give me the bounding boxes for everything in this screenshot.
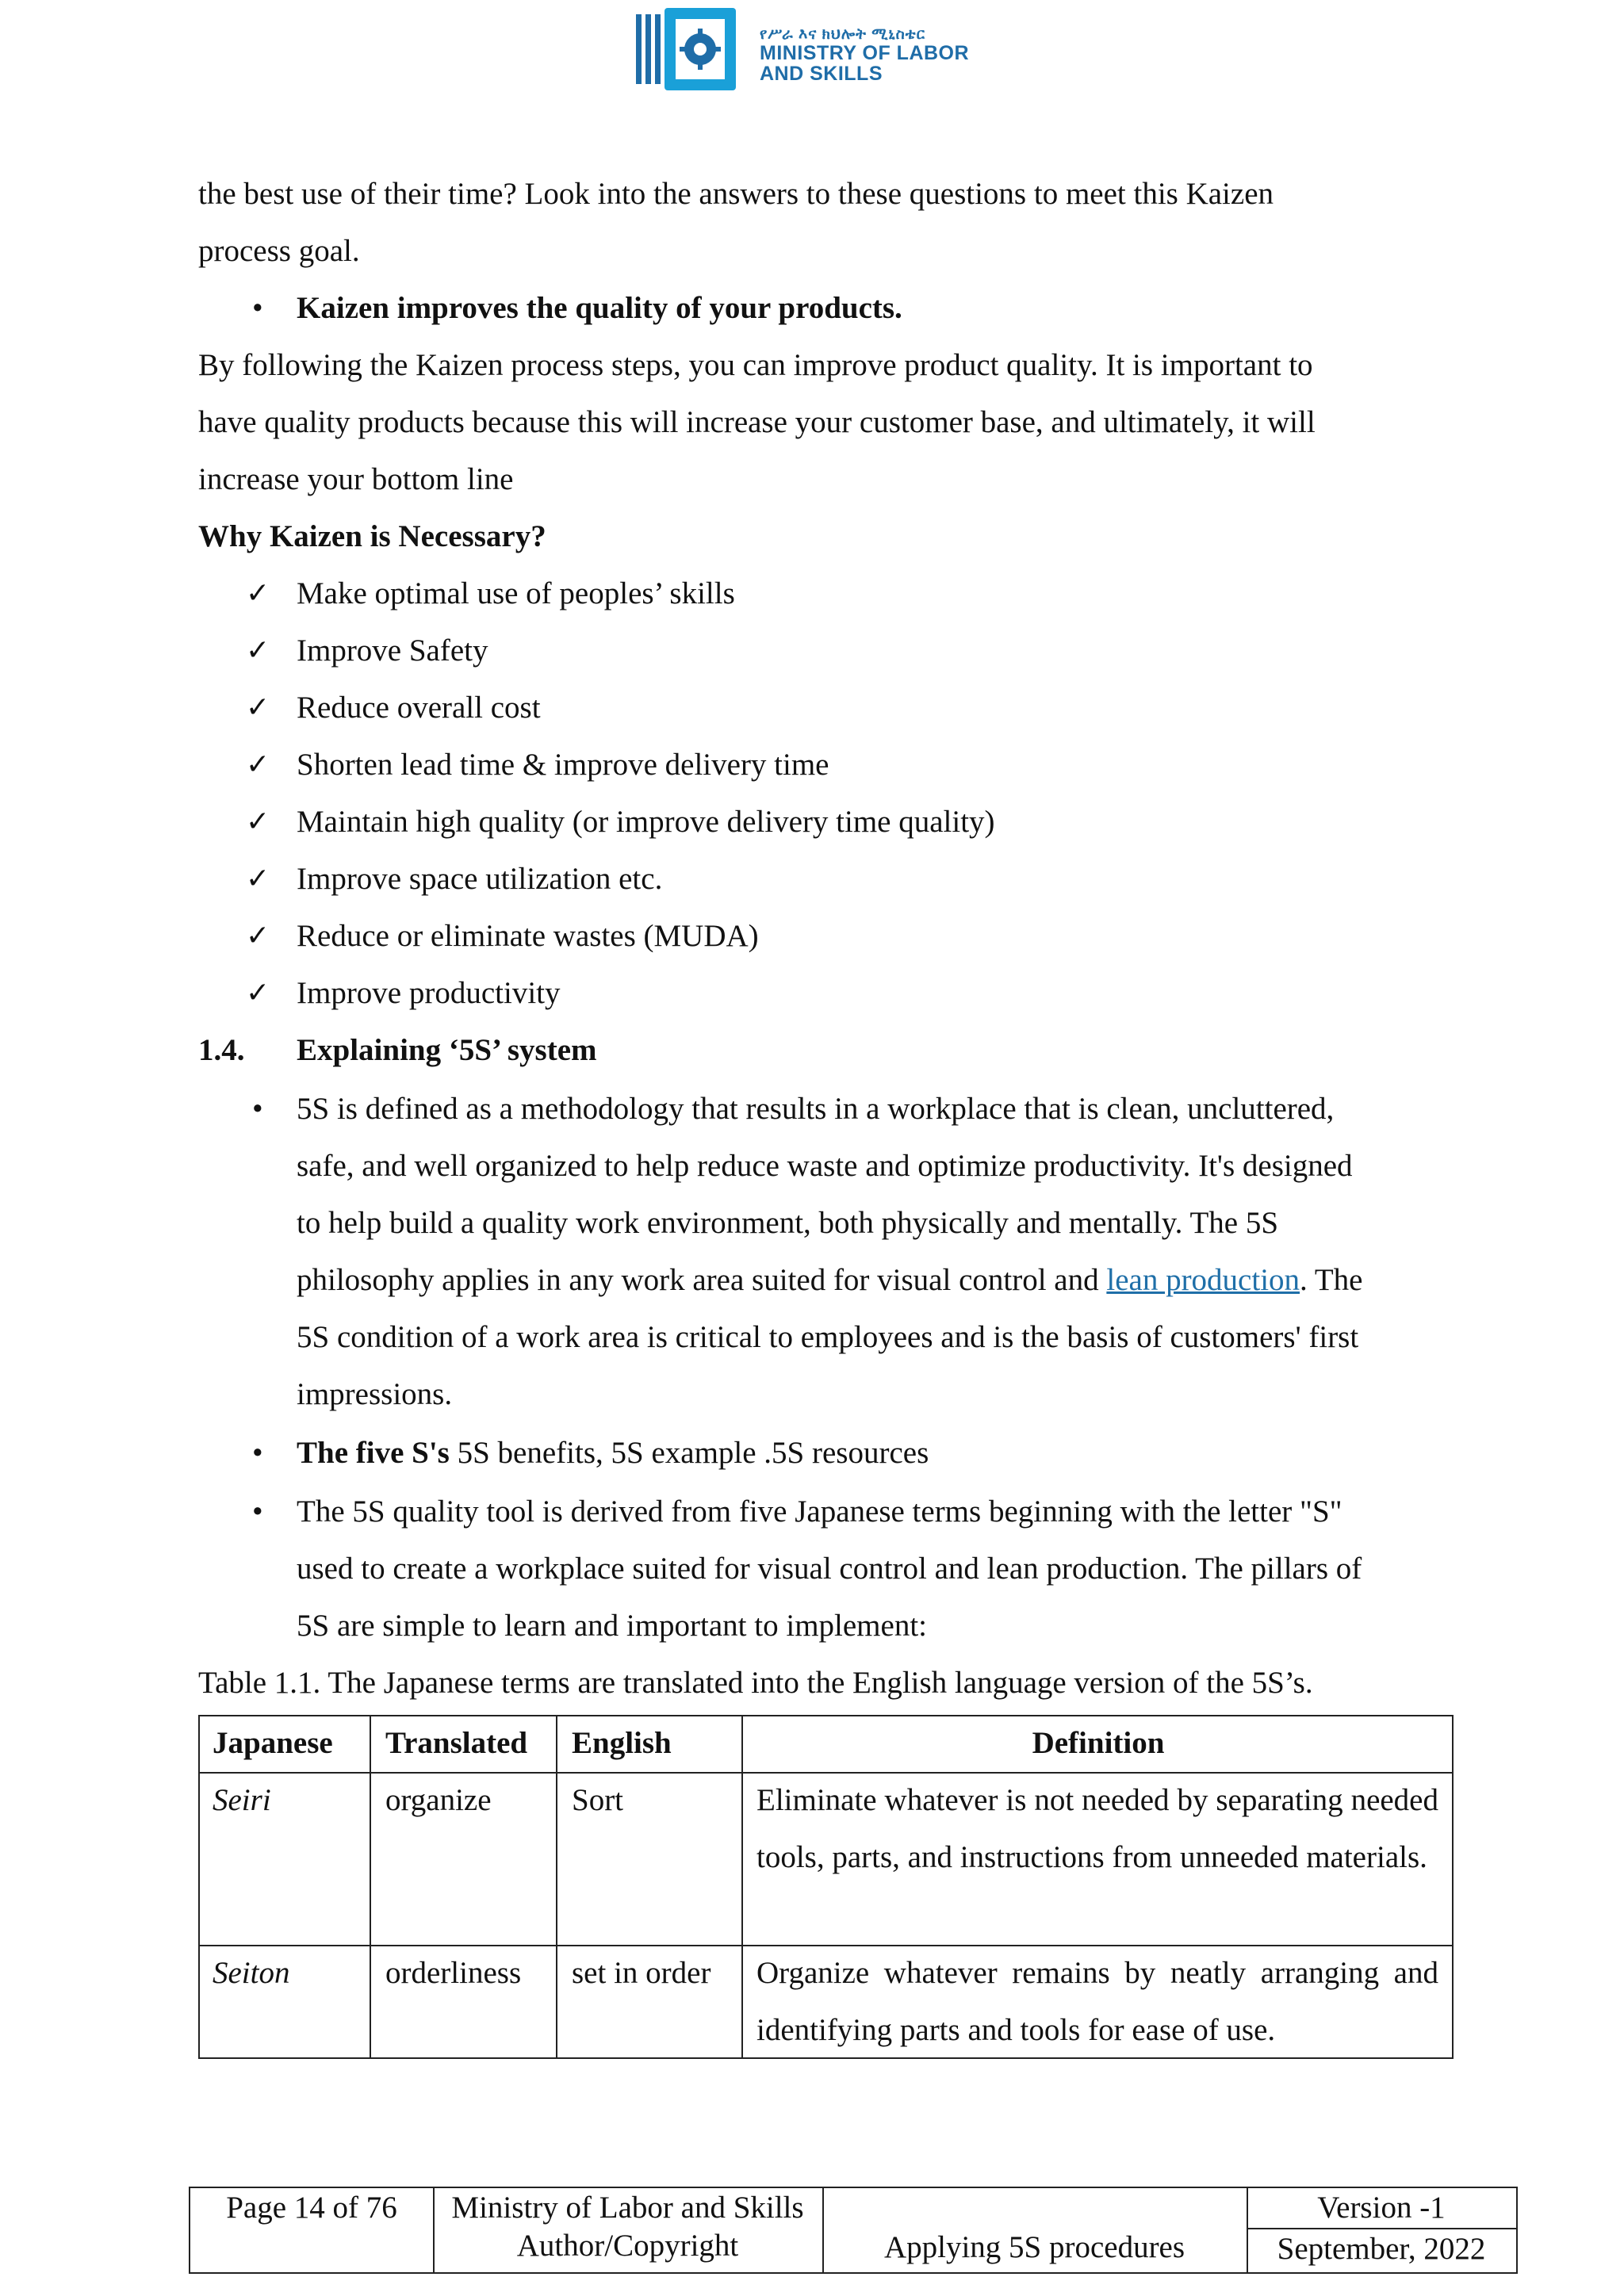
checklist-item: Improve space utilization etc. [297,862,663,896]
paragraph-line: to help build a quality work environment, both physically and mentally. The 5S [297,1206,1279,1240]
table-header: Japanese [213,1726,333,1760]
section-heading-why-kaizen: Why Kaizen is Necessary? [198,519,546,553]
footer-version: Version -1 [1317,2191,1446,2225]
checkmark-icon: ✓ [246,577,270,610]
table-cell-translated: organize [385,1783,492,1817]
table-cell-definition: Organize whatever remains by neatly arranging and identifying parts and tools for ease of use. [756,1956,1438,2047]
footer-author: Author/Copyright [516,2229,739,2263]
paragraph-line: The 5S quality tool is derived from five Japanese terms beginning with the letter "S" [297,1494,1342,1529]
table-header: English [572,1726,672,1760]
paragraph-line: impressions. [297,1377,453,1411]
bullet-icon: • [252,1494,263,1529]
footer-document-title: Applying 5S procedures [883,2230,1185,2264]
bullet-heading-quality: Kaizen improves the quality of your products. [297,291,902,325]
table-cell-translated: orderliness [385,1956,522,1990]
paragraph-line: 5S is defined as a methodology that results in a workplace that is clean, uncluttered, [297,1092,1335,1126]
paragraph-line: safe, and well organized to help reduce waste and optimize productivity. It's designed [297,1149,1353,1183]
checkmark-icon: ✓ [246,634,270,667]
table-header: Definition [1032,1726,1165,1760]
paragraph-line: increase your bottom line [198,462,514,496]
table-cell-english: Sort [572,1783,624,1817]
paragraph-text: philosophy applies in any work area suited for visual control and [297,1263,1107,1297]
checklist-item: Make optimal use of peoples’ skills [297,576,735,610]
table-caption: Table 1.1. The Japanese terms are translated into the English language version of the 5S’s. [198,1666,1313,1700]
checkmark-icon: ✓ [246,920,270,952]
checklist-item: Improve productivity [297,976,561,1010]
logo-title-line2: AND SKILLS [760,63,883,85]
checkmark-icon: ✓ [246,806,270,838]
footer-date: September, 2022 [1277,2232,1486,2266]
page-footer [189,2187,1518,2274]
checkmark-icon: ✓ [246,748,270,781]
checklist-item: Reduce or eliminate wastes (MUDA) [297,919,759,953]
paragraph-line: used to create a workplace suited for visual control and lean production. The pillars of [297,1552,1362,1586]
table-cell-japanese: Seiton [213,1956,290,1990]
paragraph-line: process goal. [198,234,360,268]
checklist-item: Improve Safety [297,633,488,668]
checklist-item: Shorten lead time & improve delivery time [297,748,829,782]
paragraph-line: the best use of their time? Look into the answers to these questions to meet this Kaizen [198,177,1274,211]
table-cell-english: set in order [572,1956,711,1990]
paragraph-text: 5S benefits, 5S example .5S resources [449,1436,929,1470]
checkmark-icon: ✓ [246,863,270,895]
paragraph-line [297,1262,1362,1299]
logo-title-line1: MINISTRY OF LABOR [760,42,970,64]
footer-ministry: Ministry of Labor and Skills [451,2191,804,2225]
five-s-table [198,1715,1454,2059]
checkmark-icon: ✓ [246,691,270,724]
table-header: Translated [385,1726,528,1760]
ministry-emblem-icon [634,5,753,98]
five-s-label: The five S's [297,1436,450,1470]
section-title: Explaining ‘5S’ system [297,1033,597,1067]
lean-production-link[interactable]: lean production [1106,1263,1300,1297]
footer-page-number: Page 14 of 76 [226,2191,397,2225]
paragraph-line: have quality products because this will increase your customer base, and ultimately, it will [198,405,1316,439]
table-cell-definition: Eliminate whatever is not needed by separating needed tools, parts, and instructions from unneeded materials. [756,1783,1438,1874]
table-cell-japanese: Seiri [213,1783,271,1817]
ministry-logo [634,5,1015,98]
paragraph-text: . The [1300,1263,1363,1297]
bullet-icon: • [252,1092,263,1126]
paragraph-line: 5S condition of a work area is critical to employees and is the basis of customers' first [297,1320,1359,1354]
checklist-item: Maintain high quality (or improve delivery time quality) [297,805,995,839]
section-number: 1.4. [198,1033,245,1067]
bullet-icon: • [252,291,263,325]
logo-amharic-text: የሥራ እና ክህሎት ሚኒስቴር [760,26,926,43]
checklist-item: Reduce overall cost [297,691,541,725]
bullet-icon: • [252,1436,263,1470]
paragraph-line [297,1435,929,1471]
paragraph-line: 5S are simple to learn and important to implement: [297,1609,927,1643]
paragraph-line: By following the Kaizen process steps, you can improve product quality. It is important to [198,348,1313,382]
checkmark-icon: ✓ [246,977,270,1009]
